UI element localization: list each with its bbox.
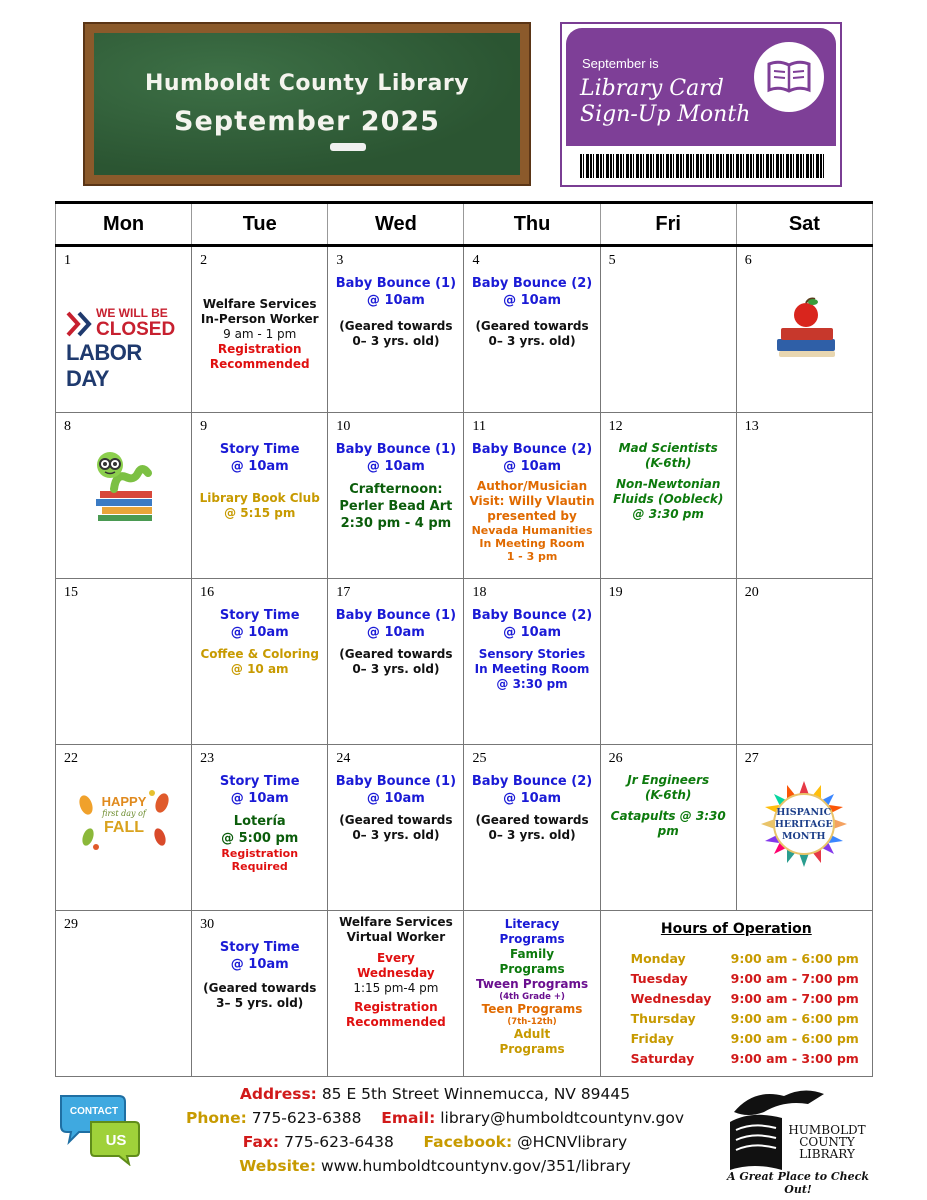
event-title: Baby Bounce (1) — [335, 442, 457, 457]
event-title: Visit: Willy Vlautin — [469, 494, 595, 508]
hours-day: Saturday — [630, 1051, 695, 1066]
contact-footer — [150, 1082, 720, 1178]
event-time: @ 3:30 pm — [496, 677, 568, 691]
event-text: Nevada Humanities — [471, 524, 593, 537]
card-big-text — [580, 76, 750, 128]
program-tween: Tween Programs — [475, 977, 589, 991]
day-number: 15 — [64, 585, 78, 600]
email-label: Email: — [381, 1109, 436, 1127]
day-cell — [192, 745, 328, 911]
event-title: Baby Bounce (1) — [335, 276, 457, 291]
day-number: 1 — [64, 253, 71, 268]
event-time: @ 10am — [366, 625, 425, 640]
event-title: Lotería — [233, 814, 286, 829]
day-number: 9 — [200, 419, 208, 434]
event-time: 1 - 3 pm — [506, 550, 558, 563]
book-icon — [754, 42, 824, 112]
library-logo-text — [782, 1124, 872, 1160]
logo-tagline: A Great Place to Check Out! — [726, 1170, 869, 1196]
hours-time: 9:00 am - 3:00 pm — [730, 1051, 859, 1066]
hours-day: Tuesday — [630, 971, 688, 986]
event-title: Baby Bounce (2) — [471, 276, 593, 291]
event-note: 0– 3 yrs. old) — [488, 334, 576, 348]
logo-line1: HUMBOLDT — [788, 1123, 866, 1137]
website-link[interactable]: www.humboldtcountynv.gov/351/library — [320, 1157, 631, 1175]
day-cell — [192, 246, 328, 413]
event-note: Recommended — [346, 1015, 446, 1029]
card-small-text: September is — [582, 56, 659, 71]
event-time: @ 10am — [366, 791, 425, 806]
fall-line3: FALL — [104, 819, 144, 836]
event-time: @ 10am — [230, 625, 289, 640]
logo-line3: LIBRARY — [799, 1147, 855, 1161]
day-number: 5 — [608, 253, 616, 268]
weekday-thu: Thu — [464, 203, 600, 246]
event-title: Story Time — [219, 608, 300, 623]
day-number: 2 — [200, 253, 208, 268]
hours-cell — [600, 911, 872, 1077]
program-family: Family — [509, 947, 555, 961]
event-title: Baby Bounce (1) — [335, 774, 457, 789]
event-note: 0– 3 yrs. old) — [352, 662, 440, 676]
hours-row — [631, 1049, 872, 1069]
event-time: 9 am - 1 pm — [223, 327, 297, 341]
day-number: 19 — [608, 585, 623, 600]
day-cell — [56, 579, 192, 745]
phone-email-line — [150, 1106, 720, 1130]
facebook-link[interactable]: @HCNVlibrary — [517, 1133, 628, 1151]
day-number: 4 — [472, 253, 480, 268]
event-time: @ 10am — [230, 791, 289, 806]
day-number: 11 — [472, 419, 486, 434]
event-title: Sensory Stories — [478, 647, 586, 661]
event-title: Mad Scientists — [618, 441, 718, 455]
event-time: @ 10am — [230, 957, 289, 972]
event-note: (Geared towards — [339, 319, 453, 333]
event-time: @ 3:30 pm — [632, 507, 704, 521]
address-label: Address: — [239, 1085, 317, 1103]
weekday-header-row — [56, 203, 873, 246]
day-cell — [736, 246, 872, 413]
day-cell — [464, 579, 600, 745]
hours-day: Thursday — [630, 1011, 696, 1026]
closed-line3: LABOR DAY — [66, 340, 142, 391]
event-note: Registration Required — [221, 847, 299, 873]
event-text: In Meeting Room — [474, 662, 590, 676]
event-note: 0– 3 yrs. old) — [352, 828, 440, 842]
day-cell — [600, 745, 736, 911]
fall-line2: first day of — [102, 809, 146, 818]
chevron-right-icon — [66, 311, 94, 337]
day-cell — [56, 911, 192, 1077]
program-teen: Teen Programs — [481, 1002, 583, 1016]
address-line — [150, 1082, 720, 1106]
program-family: Programs — [499, 962, 565, 976]
day-cell — [600, 413, 736, 579]
event-note: (Geared towards — [339, 647, 453, 661]
phone-label: Phone: — [185, 1109, 247, 1127]
facebook-label: Facebook: — [423, 1133, 513, 1151]
program-literacy: Programs — [499, 932, 565, 946]
event-text: presented by — [487, 509, 577, 523]
event-note: (Geared towards — [339, 813, 453, 827]
event-title: Virtual Worker — [346, 930, 446, 944]
event-note: (Geared towards — [203, 981, 317, 995]
logo-line2: COUNTY — [799, 1135, 855, 1149]
event-title: Story Time — [219, 940, 300, 955]
event-time: 2:30 pm - 4 pm — [340, 516, 452, 531]
program-tween: (4th Grade +) — [499, 992, 565, 1002]
event-title: Baby Bounce (1) — [335, 608, 457, 623]
event-title: Library Book Club — [199, 491, 320, 505]
hours-row — [631, 969, 872, 989]
event-time: @ 10 am — [230, 662, 289, 676]
day-cell — [464, 413, 600, 579]
event-title: Crafternoon: — [349, 482, 443, 497]
event-note: Registration — [354, 1000, 438, 1014]
chalkboard-surface — [94, 33, 520, 175]
hours-title: Hours of Operation — [660, 921, 812, 937]
hours-row — [631, 1029, 872, 1049]
library-card-top — [566, 28, 836, 146]
week-row — [56, 246, 873, 413]
contact-label-2: US — [105, 1132, 127, 1149]
event-time: @ 10am — [503, 791, 562, 806]
contact-us-icon[interactable] — [57, 1092, 141, 1166]
day-number: 3 — [336, 253, 344, 268]
day-number: 8 — [64, 419, 71, 434]
hours-row — [631, 989, 872, 1009]
event-text: Non-Newtonian — [616, 477, 721, 491]
event-title: Perler Bead Art — [339, 499, 453, 514]
weekday-tue: Tue — [192, 203, 328, 246]
hispanic-heritage-graphic — [761, 781, 847, 867]
day-number: 13 — [744, 419, 759, 434]
hours-time: 9:00 am - 6:00 pm — [730, 1031, 859, 1046]
day-number: 25 — [472, 751, 487, 766]
day-cell — [328, 413, 464, 579]
day-cell — [56, 745, 192, 911]
day-number: 20 — [744, 585, 759, 600]
event-time: @ 10am — [503, 293, 562, 308]
phone-value[interactable]: 775-623-6388 — [251, 1109, 362, 1127]
day-cell — [192, 413, 328, 579]
event-text: Welfare Services — [202, 297, 317, 311]
program-teen: (7th-12th) — [507, 1017, 557, 1027]
day-cell — [736, 745, 872, 911]
event-note: Every — [376, 951, 415, 965]
library-card-graphic — [560, 22, 842, 187]
program-literacy: Literacy — [504, 917, 560, 931]
day-cell — [600, 246, 736, 413]
website-line — [150, 1154, 720, 1178]
chalkboard-banner — [83, 22, 531, 186]
day-cell — [328, 911, 464, 1077]
day-cell — [464, 745, 600, 911]
hours-row — [631, 1009, 872, 1029]
event-title: Coffee & Coloring — [200, 647, 319, 661]
day-cell — [464, 246, 600, 413]
day-cell — [328, 579, 464, 745]
event-time: 1:15 pm-4 pm — [353, 981, 439, 995]
day-cell — [56, 246, 192, 413]
event-note: (Geared towards — [475, 813, 589, 827]
program-adult: Adult — [513, 1027, 551, 1041]
day-number: 17 — [336, 585, 351, 600]
weekday-sat: Sat — [736, 203, 872, 246]
fax-value: 775-623-6438 — [284, 1133, 394, 1151]
event-title: Welfare Services — [339, 915, 453, 929]
hours-row — [631, 949, 872, 969]
event-note: (Geared towards — [475, 319, 589, 333]
event-note: Recommended — [209, 357, 310, 371]
hours-time: 9:00 am - 7:00 pm — [730, 991, 859, 1006]
event-text: Fluids (Oobleck) — [613, 492, 724, 506]
day-number: 12 — [608, 419, 623, 434]
event-time: @ 10am — [366, 293, 425, 308]
event-title: Baby Bounce (2) — [471, 774, 593, 789]
hours-day: Wednesday — [630, 991, 712, 1006]
event-time: Catapults @ 3:30 pm — [610, 809, 726, 838]
event-title: Baby Bounce (2) — [471, 442, 593, 457]
day-number: 30 — [200, 917, 215, 932]
hours-table — [631, 949, 872, 1069]
website-label: Website: — [239, 1157, 317, 1175]
fax-facebook-line — [150, 1130, 720, 1154]
day-number: 27 — [744, 751, 759, 766]
hours-time: 9:00 am - 7:00 pm — [730, 971, 859, 986]
hispanic-line2: HERITAGE — [774, 819, 833, 830]
apple-books-icon — [771, 295, 841, 361]
event-text: In Meeting Room — [479, 537, 585, 550]
day-cell — [328, 745, 464, 911]
event-title: Story Time — [219, 442, 300, 457]
barcode-icon — [580, 154, 824, 178]
day-cell — [736, 579, 872, 745]
week-row — [56, 745, 873, 911]
bookworm-icon — [86, 443, 166, 523]
event-title: Baby Bounce (2) — [471, 608, 593, 623]
day-number: 24 — [336, 751, 351, 766]
chalk-icon — [330, 143, 366, 151]
day-number: 16 — [200, 585, 215, 600]
day-number: 29 — [64, 917, 78, 932]
email-link[interactable]: library@humboldtcountynv.gov — [440, 1109, 684, 1127]
hours-time: 9:00 am - 6:00 pm — [730, 1011, 859, 1026]
day-number: 10 — [336, 419, 351, 434]
event-title: Jr Engineers — [627, 773, 710, 787]
labor-day-closed-graphic — [66, 307, 186, 392]
event-time: @ 10am — [366, 459, 425, 474]
day-number: 23 — [200, 751, 215, 766]
address-value: 85 E 5th Street Winnemucca, NV 89445 — [321, 1085, 631, 1103]
month-title: September 2025 — [174, 106, 440, 137]
weekday-fri: Fri — [600, 203, 736, 246]
library-title: Humboldt County Library — [144, 71, 470, 96]
day-cell — [192, 579, 328, 745]
day-cell — [192, 911, 328, 1077]
event-time: @ 10am — [503, 459, 562, 474]
happy-fall-graphic — [78, 789, 170, 851]
day-number: 6 — [744, 253, 752, 268]
hours-day: Friday — [630, 1031, 674, 1046]
day-cell — [328, 246, 464, 413]
closed-line1: WE WILL BE — [96, 306, 168, 320]
event-note: Registration — [217, 342, 302, 356]
week-row — [56, 579, 873, 745]
day-cell — [600, 579, 736, 745]
event-title: Story Time — [219, 774, 300, 789]
event-time: @ 5:15 pm — [224, 506, 296, 520]
weekday-wed: Wed — [328, 203, 464, 246]
closed-line2: CLOSED — [96, 319, 176, 340]
day-number: 18 — [472, 585, 487, 600]
event-text: (K-6th) — [645, 788, 692, 802]
event-time: @ 10am — [230, 459, 289, 474]
program-adult: Programs — [499, 1042, 565, 1056]
contact-label-1: CONTACT — [69, 1106, 119, 1117]
calendar-grid — [55, 201, 873, 1077]
event-text: (K-6th) — [645, 456, 692, 470]
day-cell — [56, 413, 192, 579]
weekday-mon: Mon — [56, 203, 192, 246]
day-cell — [464, 911, 600, 1077]
hispanic-line1: HISPANIC — [776, 807, 832, 818]
event-note: 3– 5 yrs. old) — [216, 996, 304, 1010]
event-note: 0– 3 yrs. old) — [488, 828, 576, 842]
event-title: Author/Musician — [476, 479, 588, 493]
day-cell — [736, 413, 872, 579]
fall-line1: HAPPY — [101, 794, 147, 809]
week-row — [56, 911, 873, 1077]
event-text: In-Person Worker — [200, 312, 319, 326]
hours-time: 9:00 am - 6:00 pm — [730, 951, 859, 966]
event-note: 0– 3 yrs. old) — [352, 334, 440, 348]
week-row — [56, 413, 873, 579]
hispanic-line3: MONTH — [782, 831, 826, 842]
event-note: Wednesday — [357, 966, 435, 980]
day-number: 26 — [608, 751, 623, 766]
card-big-line2: Sign-Up Month — [580, 102, 751, 127]
hours-day: Monday — [630, 951, 686, 966]
day-number: 22 — [64, 751, 78, 766]
event-time: @ 5:00 pm — [221, 831, 299, 846]
fax-label: Fax: — [242, 1133, 280, 1151]
event-time: @ 10am — [503, 625, 562, 640]
card-big-line1: Library Card — [580, 76, 724, 101]
